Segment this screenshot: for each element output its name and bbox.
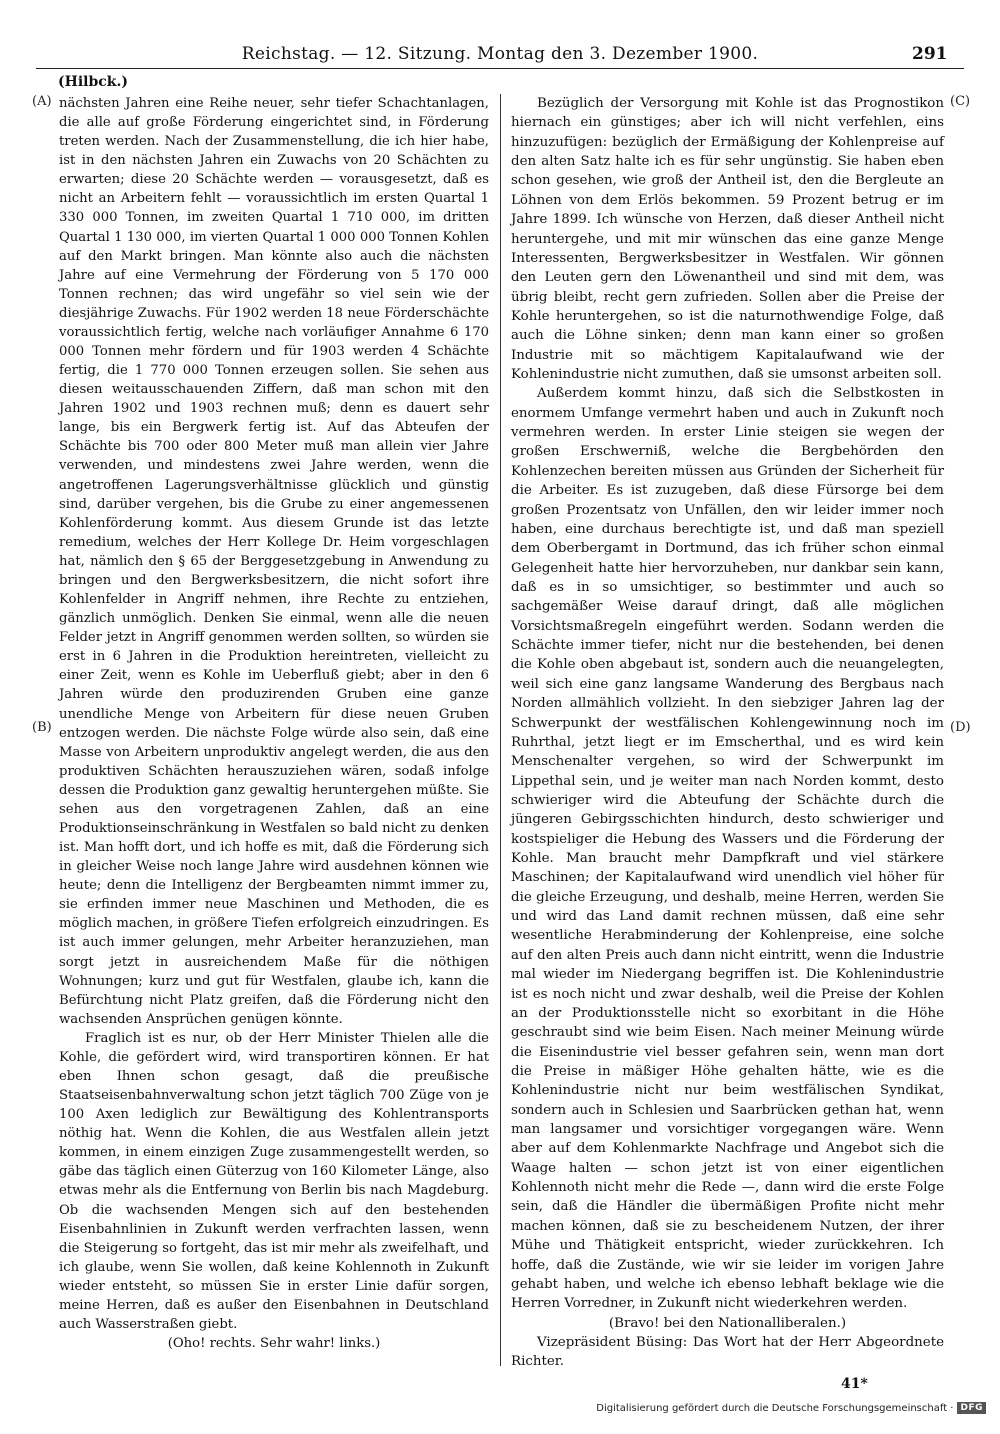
column-divider (500, 94, 501, 1366)
margin-marker-c: (C) (950, 94, 971, 109)
left-paragraph-2: Fraglich ist es nur, ob der Herr Minister Thielen alle die Kohle, die gefördert wird, wird transportiren können. Er hat eben Ihnen schon gesagt, daß die preußische Staatseisenbahnverwaltung schon jetzt täglich 700 Züge von je 100 Axen lediglich zur Bewältigung des Kohlentransports nöthig hat. Wenn die Kohlen, die aus Westfalen allein jetzt kommen, in einem einzigen Zuge zusammengestellt werden, so gäbe das täglich einen Güterzug von 160 Kilometer Länge, also etwas mehr als die Entfernung von Berlin bis nach Magdeburg. Ob die wachsenden Mengen sich auf den bestehenden Eisenbahnlinien in Zukunft werden verfrachten lassen, wenn die Steigerung so fortgeht, das ist mir mehr als zweifelhaft, und ich glaube, wenn Sie wollen, daß keine Kohlennoth in Zukunft wieder entsteht, so müssen Sie in erster Linie dafür sorgen, meine Herren, daß es außer den Eisenbahnen in Deutschland auch Wasserstraßen giebt. (59, 1030, 489, 1332)
header-rule (36, 68, 964, 69)
page-header (0, 0, 1000, 68)
dfg-logo: DFG (957, 1402, 986, 1414)
left-interjection: (Oho! rechts. Sehr wahr! links.) (167, 1336, 381, 1352)
vice-president-remark: Vizepräsident Büsing: Das Wort hat der Herr Abgeordnete Richter. (511, 1335, 944, 1370)
right-paragraph-1: Bezüglich der Versorgung mit Kohle ist das Prognostikon hiernach ein günstiges; aber ich will nicht verfehlen, eins hinzuzufügen: bezüglich der Ermäßigung der Kohlenpreise auf den alten Satz halte ich es für sehr ungünstig. Sie haben eben schon gesehen, wie groß der Antheil ist, den die Bergleute an Löhnen von dem Erlös bekommen. 59 Prozent betrug er im Jahre 1899. Ich wünsche von Herzen, daß dieser Antheil nicht heruntergehe, und mit mir wünschen das eine ganze Menge Interessenten, Bergwerksbesitzer in Westfalen. Wir gönnen den Leuten gern den Löwenantheil und sind mit dem, was übrig bleibt, recht gern zufrieden. Sollen aber die Preise der Kohle heruntergehen, so ist die naturnothwendige Folge, daß auch die Löhne sinken; denn man kann einer so großen Industrie mit so mächtigem Kapitalaufwand wie der Kohlenindustrie nicht zumuthen, daß sie umsonst arbeiten soll. (511, 96, 944, 383)
speaker-name: (Hilbck.) (58, 74, 128, 90)
signature-mark: 41* (841, 1376, 868, 1392)
margin-marker-d: (D) (950, 720, 971, 735)
left-column (59, 94, 489, 1353)
right-interjection: (Bravo! bei den Nationalliberalen.) (608, 1315, 847, 1331)
margin-marker-a: (A) (32, 94, 52, 109)
left-paragraph-1: nächsten Jahren eine Reihe neuer, sehr tiefer Schachtanlagen, die alle auf große Förderung eingerichtet sind, in Förderung treten werden. Nach der Zusammenstellung, die ich hier habe, ist in den nächsten Jahren ein Zuwachs von 20 Schächten zu erwarten; diese 20 Schächte werden — vorausgesetzt, daß es nicht an Arbeitern fehlt — voraussichtlich im ersten Quartal 1 330 000 Tonnen, im zweiten Quartal 1 710 000, im dritten Quartal 1 130 000, im vierten Quartal 1 000 000 Tonnen Kohlen auf den Markt bringen. Man könnte also auch die nächsten Jahre auf eine Vermehrung der Förderung von 5 170 000 Tonnen rechnen; das wird ungefähr so viel sein wie der diesjährige Zuwachs. Für 1902 werden 18 neue Förderschächte voraussichtlich fertig, welche nach vorläufiger Annahme 6 170 000 Tonnen mehr fördern und für 1903 werden 4 Schächte fertig, die 1 770 000 Tonnen erzeugen sollen. Sie sehen aus diesen weitausschauenden Ziffern, daß man schon mit den Jahren 1902 und 1903 rechnen muß; denn es dauert sehr lange, bis ein Bergwerk fertig ist. Auf das Abteufen der Schächte bis 700 oder 800 Meter muß man allein vier Jahre verwenden, und mindestens zwei Jahre werden, wenn die angetroffenen Lagerungsverhältnisse glücklich und günstig sind, darüber vergehen, bis die Grube zu einer angemessenen Kohlenförderung kommt. Aus diesem Grunde ist das letzte remedium, welches der Herr Kollege Dr. Heim vorgeschlagen hat, nämlich den § 65 der Berggesetzgebung in Anwendung zu bringen und den Bergwerksbesitzern, die nicht sofort ihre Kohlenfelder in Angriff nehmen, ihre Rechte zu entziehen, gänzlich unmöglich. Denken Sie einmal, wenn alle die neuen Felder jetzt in Angriff genommen werden sollten, so würden sie erst in 6 Jahren in die Produktion hereintreten, vielleicht zu einer Zeit, wenn es Kohle im Ueberfluß giebt; aber in den 6 Jahren würde den produzirenden Gruben eine ganze unendliche Menge von Arbeitern für diese neuen Gruben entzogen werden. Die nächste Folge würde also sein, daß eine Masse von Arbeitern unproduktiv angelegt werden, die aus den produktiven Schächten herauszuziehen wären, sodaß infolge dessen die Produktion ganz gewaltig heruntergehen müßte. Sie sehen aus den vorgetragenen Zahlen, daß an eine Produktionseinschränkung in Westfalen so bald nicht zu denken ist. Man hofft dort, und ich hoffe es mit, daß die Förderung sich in gleicher Weise noch lange Jahre wird ausdehnen können wie heute; denn die Intelligenz der Bergbeamten nimmt immer zu, sie erfinden immer neue Maschinen und Methoden, die es möglich machen, in größere Tiefen erfolgreich einzudringen. Es ist auch immer gelungen, mehr Arbeiter heranzuziehen, man sorgt jetzt in ausreichendem Maße für die nöthigen Wohnungen; kurz und gut für Westfalen, glaube ich, kann die Befürchtung nicht Platz greifen, daß die Förderung nicht den wachsenden Ansprüchen genügen könnte. (59, 96, 489, 1027)
page-number: 291 (912, 44, 948, 64)
running-title: Reichstag. — 12. Sitzung. Montag den 3. Dezember 1900. (241, 44, 759, 64)
right-paragraph-2: Außerdem kommt hinzu, daß sich die Selbstkosten in enormem Umfange vermehrt haben und auch in Zukunft noch vermehren werden. In erster Linie steigen sie wegen der großen Erschwerniß, welche die Bergbehörden den Kohlenzechen bereiten müssen aus Gründen der Sicherheit für die Arbeiter. Es ist zuzugeben, daß diese Fürsorge bei dem großen Prozentsatz von Unfällen, den wir leider immer noch haben, eine durchaus berechtigte ist, und daß man speziell dem Oberbergamt in Dortmund, das ich früher schon einmal Gelegenheit hatte hier hervorzuheben, nur dankbar sein kann, daß es in so umsichtiger, so bestimmter und auch so sachgemäßer Weise darauf dringt, daß alle möglichen Vorsichtsmaßregeln eingeführt werden. Sodann werden die Schächte immer tiefer, nicht nur die bestehenden, bei denen die Kohle oben abgebaut ist, sondern auch die neuangelegten, weil sich eine ganz langsame Wanderung des Bergbaus nach Norden allmählich vollzieht. In den siebziger Jahren lag der Schwerpunkt der westfälischen Kohlengewinnung noch im Ruhrthal, jetzt liegt er im Emscherthal, und es wird kein Menschenalter vergehen, so wird der Schwerpunkt im Lippethal sein, und je weiter man nach Norden kommt, desto schwieriger wird die Abteufung der Schächte durch die jüngeren Gebirgsschichten hindurch, desto schwieriger und kostspieliger die Hebung des Wassers und die Förderung der Kohle. Man braucht mehr Dampfkraft und viel stärkere Maschinen; der Kapitalaufwand wird unendlich viel höher für die gleiche Erzeugung, und deshalb, meine Herren, werden Sie und wird das Land damit rechnen müssen, daß eine sehr wesentliche Herabminderung der Kohlenpreise, eine solche auf den alten Preis auch dann nicht eintritt, wenn die Industrie mal wieder im Niedergang begriffen ist. Die Kohlenindustrie ist es noch nicht und zwar deshalb, weil die Preise der Kohlen an der Produktionsstelle nicht so exorbitant in die Höhe geschraubt sind wie beim Eisen. Nach meiner Meinung würde die Eisenindustrie viel besser gefahren sein, wenn man dort die Preise in mäßiger Höhe gehalten hätte, wie es die Kohlenindustrie nicht nur beim westfälischen Syndikat, sondern auch in Schlesien und Saarbrücken gethan hat, wenn man langsamer und vorsichtiger vorgegangen wäre. Wenn aber auf dem Kohlenmarkte Nachfrage und Angebot sich die Waage halten — schon jetzt ist von einer eigentlichen Kohlennoth nicht mehr die Rede —, dann wird die erste Folge sein, daß die Händler die übermäßigen Profite nicht mehr machen können, daß sie zu bescheidenem Nutzen, der ihrer Mühe und Thätigkeit entspricht, wieder zurückkehren. Ich hoffe, daß die Zustände, wie wir sie leider im vorigen Jahre gehabt haben, und welche ich ebenso lebhaft beklage wie die Herren Vorredner, in Zukunft nicht wiederkehren werden. (511, 386, 944, 1312)
credit-text: Digitalisierung gefördert durch die Deutsche Forschungsgemeinschaft · (596, 1402, 954, 1414)
right-column (511, 94, 944, 1372)
margin-marker-b: (B) (32, 720, 52, 735)
digitization-credit (0, 1402, 1000, 1414)
